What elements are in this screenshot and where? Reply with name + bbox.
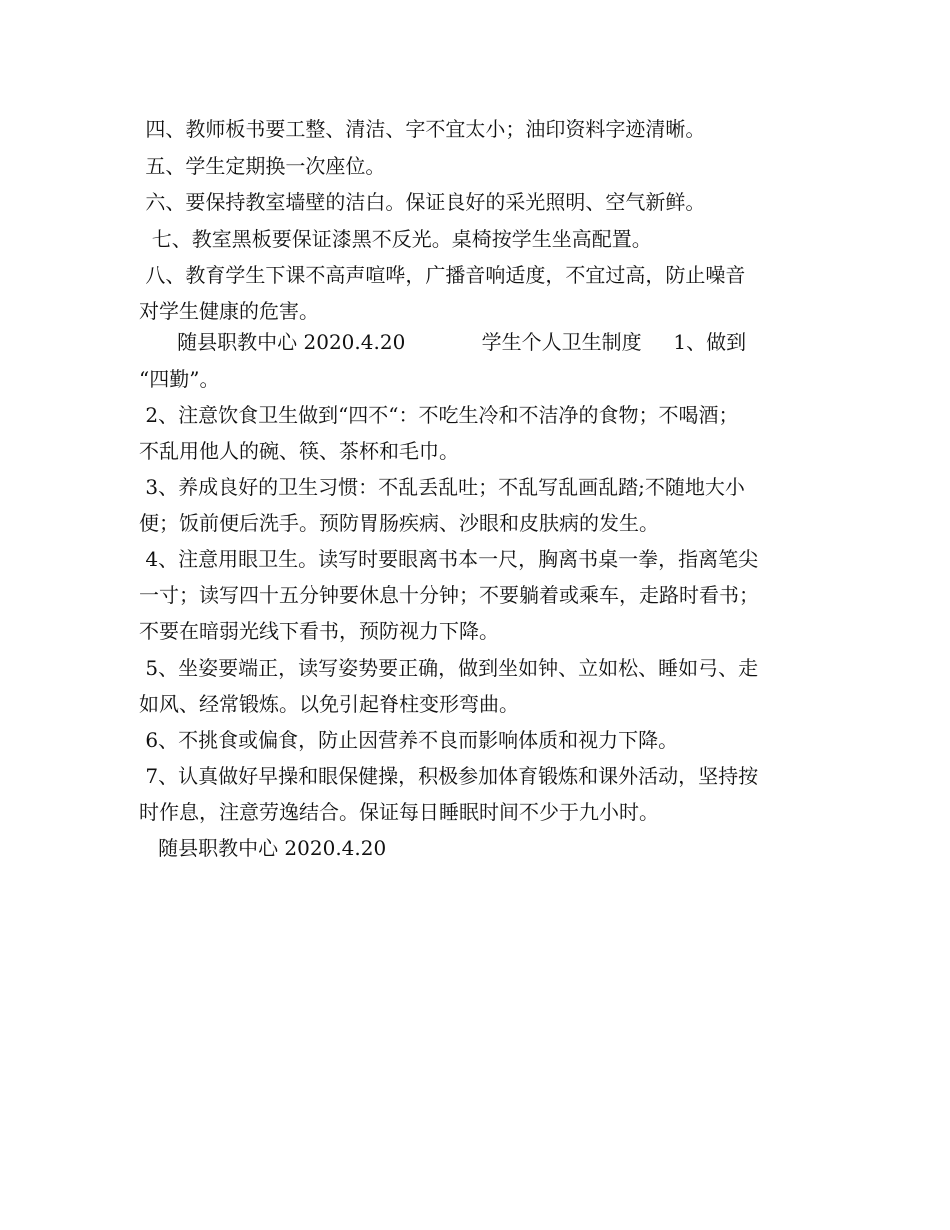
- text-line: 五、学生定期换一次座位。: [139, 154, 386, 178]
- text-line: “四勤”。: [139, 367, 220, 391]
- text-line: 七、教室黑板要保证漆黑不反光。桌椅按学生坐高配置。: [139, 227, 652, 251]
- text-line: 时作息，注意劳逸结合。保证每日睡眠时间不少于九小时。: [139, 800, 659, 824]
- text-line: 一寸；读写四十五分钟要休息十分钟；不要躺着或乘车，走路时看书；: [139, 583, 759, 607]
- text-line: 7、认真做好早操和眼保健操，积极参加体育锻炼和课外活动，坚持按: [139, 764, 759, 788]
- text-line: 如风、经常锻炼。以免引起脊柱变形弯曲。: [139, 692, 519, 716]
- text-line: 对学生健康的危害。: [139, 299, 319, 323]
- text-line: 便；饭前便后洗手。预防胃肠疾病、沙眼和皮肤病的发生。: [139, 511, 659, 535]
- text-line: 八、教育学生下课不高声喧哗，广播音响适度，不宜过高，防止噪音: [139, 263, 746, 287]
- text-line: 4、注意用眼卫生。读写时要眼离书本一尺，胸离书桌一拳，指离笔尖: [139, 547, 759, 571]
- text-line: 不乱用他人的碗、筷、茶杯和毛巾。: [139, 439, 459, 463]
- text-line: 3、养成良好的卫生习惯：不乱丢乱吐；不乱写乱画乱踏;不随地大小: [139, 475, 745, 499]
- text-line: 随县职教中心 2020.4.20: [139, 836, 387, 860]
- text-line: 不要在暗弱光线下看书，预防视力下降。: [139, 619, 499, 643]
- text-line: 四、教师板书要工整、清洁、字不宜太小；油印资料字迹清晰。: [139, 117, 706, 141]
- text-line: 2、注意饮食卫生做到“四不“：不吃生冷和不洁净的食物；不喝酒；: [139, 403, 739, 427]
- text-line: 6、不挑食或偏食，防止因营养不良而影响体质和视力下降。: [139, 728, 679, 752]
- text-line: 5、坐姿要端正，读写姿势要正确，做到坐如钟、立如松、睡如弓、走: [139, 656, 759, 680]
- text-line: 六、要保持教室墙壁的洁白。保证良好的采光照明、空气新鲜。: [139, 190, 706, 214]
- text-line: 随县职教中心 2020.4.20 学生个人卫生制度 1、做到: [139, 330, 747, 354]
